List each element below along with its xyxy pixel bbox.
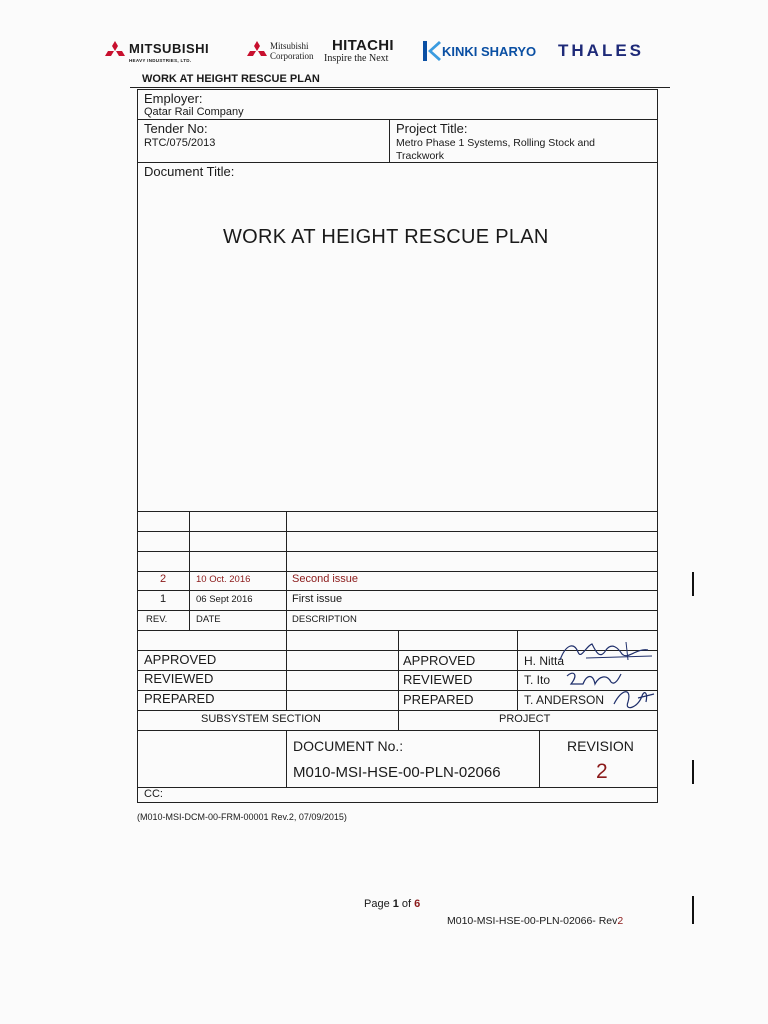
footer-document-code bbox=[447, 915, 623, 927]
mc-logo bbox=[246, 34, 314, 68]
approved-label: APPROVED bbox=[144, 652, 217, 667]
page-current: 1 bbox=[392, 898, 399, 910]
row-divider bbox=[138, 571, 657, 572]
employer-label: Employer: bbox=[144, 91, 203, 106]
row-divider bbox=[138, 511, 657, 512]
subsystem-section-label: SUBSYSTEM SECTION bbox=[201, 713, 321, 725]
thales-name: THALES bbox=[558, 41, 644, 60]
row-divider bbox=[138, 787, 657, 788]
row-divider bbox=[138, 610, 657, 611]
margin-mark bbox=[692, 572, 694, 596]
employer-value: Qatar Rail Company bbox=[144, 106, 244, 118]
cc-label: CC: bbox=[144, 788, 163, 800]
col-divider bbox=[286, 630, 287, 710]
form-reference: (M010-MSI-DCM-00-FRM-00001 Rev.2, 07/09/2015) bbox=[137, 812, 347, 822]
col-divider bbox=[517, 630, 518, 710]
thales-logo bbox=[558, 34, 644, 68]
kinki-name: KINKI SHARYO bbox=[442, 43, 537, 59]
approver-name: H. Nitta bbox=[524, 654, 565, 668]
tender-label: Tender No: bbox=[144, 121, 208, 136]
approved-label: APPROVED bbox=[403, 653, 476, 668]
row-divider bbox=[138, 119, 657, 120]
row-divider bbox=[138, 590, 657, 591]
mhi-logo bbox=[104, 34, 209, 68]
date-column-header: DATE bbox=[196, 614, 221, 625]
revision-date: 10 Oct. 2016 bbox=[196, 574, 251, 585]
page-total: 6 bbox=[414, 898, 421, 910]
rev-column-header: REV. bbox=[146, 614, 168, 625]
hitachi-tagline: Inspire the Next bbox=[324, 53, 389, 64]
project-title-value-line2: Trackwork bbox=[396, 150, 445, 162]
revision-label: REVISION bbox=[567, 738, 634, 754]
signature-preparer bbox=[608, 684, 658, 714]
col-divider bbox=[286, 511, 287, 630]
revision-value: 2 bbox=[596, 760, 608, 783]
col-divider bbox=[389, 119, 390, 162]
revision-date: 06 Sept 2016 bbox=[196, 594, 253, 605]
footer-code-text: M010-MSI-HSE-00-PLN-02066- Rev bbox=[447, 915, 618, 927]
page-of: of bbox=[398, 898, 415, 910]
mc-line1: Mitsubishi bbox=[270, 41, 309, 51]
mitsubishi-diamonds-icon bbox=[104, 41, 126, 61]
reviewer-name: T. Ito bbox=[524, 673, 551, 687]
reviewed-label: REVIEWED bbox=[403, 672, 473, 687]
row-divider bbox=[138, 162, 657, 163]
reviewed-label: REVIEWED bbox=[144, 671, 214, 686]
row-divider bbox=[138, 730, 657, 731]
row-divider bbox=[138, 531, 657, 532]
document-title: WORK AT HEIGHT RESCUE PLAN bbox=[223, 226, 549, 248]
col-divider bbox=[189, 511, 190, 630]
preparer-name: T. ANDERSON bbox=[524, 693, 605, 707]
margin-mark bbox=[692, 760, 694, 784]
header-divider bbox=[130, 87, 670, 88]
col-divider bbox=[539, 730, 540, 787]
mhi-name: MITSUBISHI bbox=[129, 40, 210, 56]
document-cover-form bbox=[137, 89, 658, 803]
hitachi-logo bbox=[324, 34, 394, 68]
row-divider bbox=[138, 551, 657, 552]
logo-bar bbox=[104, 34, 674, 68]
project-title-label: Project Title: bbox=[396, 121, 468, 136]
description-column-header: DESCRIPTION bbox=[292, 614, 357, 625]
page-header-title: WORK AT HEIGHT RESCUE PLAN bbox=[142, 73, 320, 85]
revision-rev: 2 bbox=[160, 573, 167, 585]
prepared-label: PREPARED bbox=[403, 692, 474, 707]
mhi-sub: HEAVY INDUSTRIES, LTD. bbox=[129, 57, 192, 63]
hitachi-name: HITACHI bbox=[332, 37, 394, 54]
col-divider bbox=[398, 630, 399, 730]
document-title-label: Document Title: bbox=[144, 164, 235, 179]
tender-value: RTC/075/2013 bbox=[144, 137, 216, 149]
document-no-value: M010-MSI-HSE-00-PLN-02066 bbox=[293, 764, 501, 781]
kinki-k-icon bbox=[422, 40, 442, 62]
mitsubishi-diamonds-icon bbox=[246, 41, 268, 61]
prepared-label: PREPARED bbox=[144, 691, 215, 706]
project-section-label: PROJECT bbox=[499, 713, 551, 725]
col-divider bbox=[286, 730, 287, 787]
footer-code-rev: 2 bbox=[617, 915, 624, 927]
revision-rev: 1 bbox=[160, 593, 167, 605]
document-no-label: DOCUMENT No.: bbox=[293, 738, 404, 754]
kinki-logo bbox=[422, 34, 536, 68]
revision-description: First issue bbox=[292, 593, 343, 605]
project-title-value-line1: Metro Phase 1 Systems, Rolling Stock and bbox=[396, 137, 596, 149]
margin-mark bbox=[692, 896, 694, 924]
signature-approver bbox=[556, 638, 656, 668]
revision-description: Second issue bbox=[292, 573, 359, 585]
mc-line2: Corporation bbox=[270, 51, 314, 61]
page-number bbox=[364, 898, 420, 910]
page-prefix: Page bbox=[364, 898, 393, 910]
